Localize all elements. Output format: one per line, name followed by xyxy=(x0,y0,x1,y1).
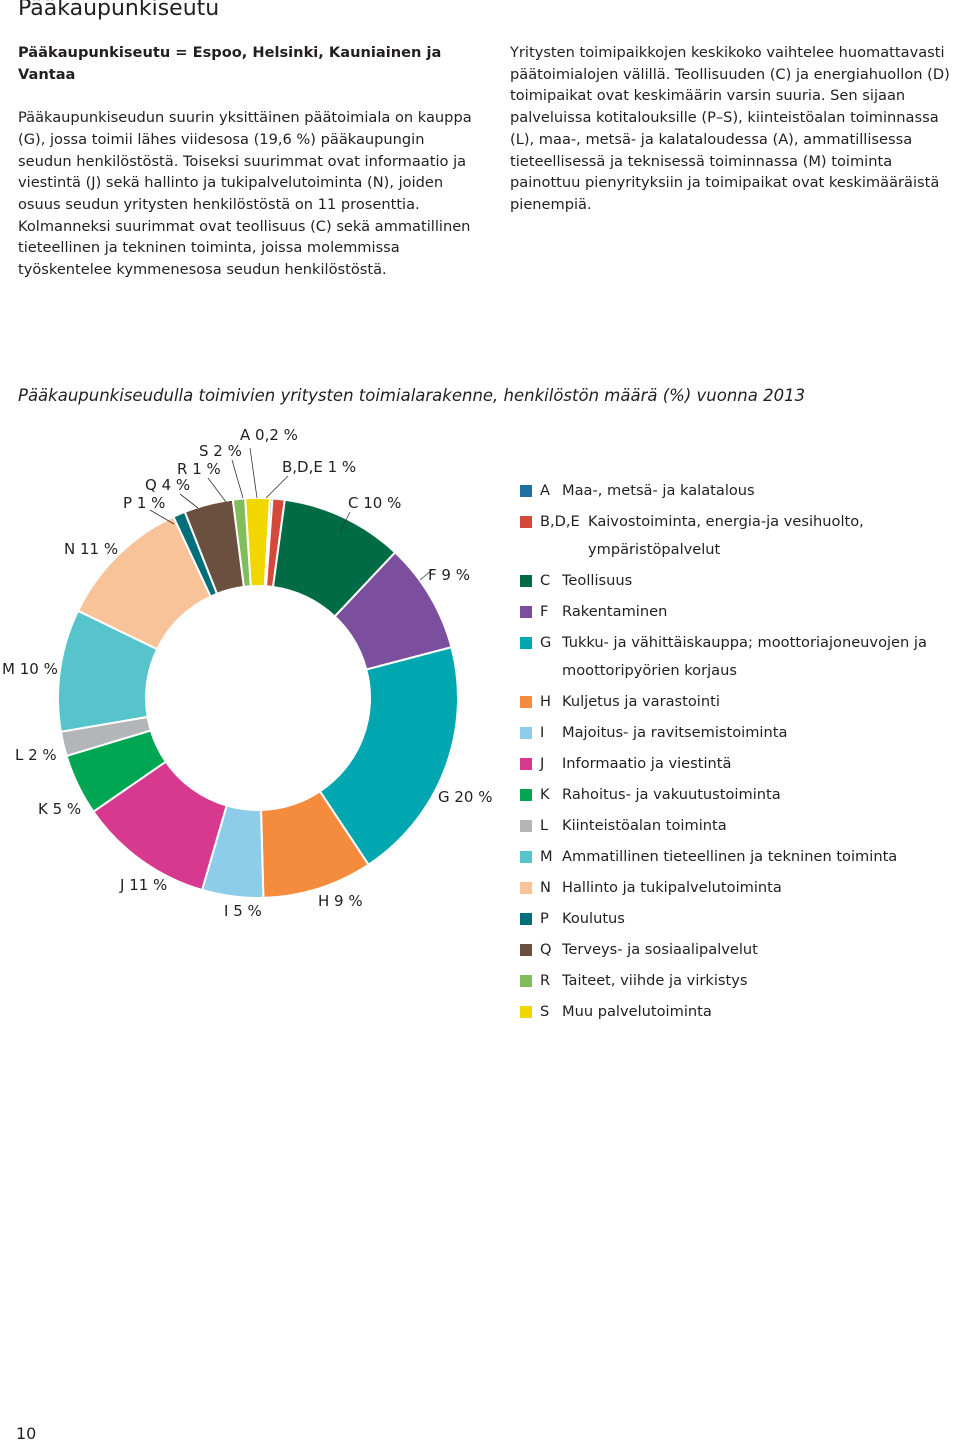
legend-item-s xyxy=(520,1001,950,1026)
slice-label-r: R 1 % xyxy=(177,460,221,478)
leader-line-s xyxy=(232,460,243,498)
legend-code: R xyxy=(540,972,551,989)
legend-swatch xyxy=(520,820,532,832)
legend-code: K xyxy=(540,786,550,803)
legend-text: Majoitus- ja ravitsemistoiminta xyxy=(562,724,788,741)
legend-code: B,D,E xyxy=(540,513,580,530)
page-title: Pääkaupunkiseutu xyxy=(18,0,220,21)
legend-code: P xyxy=(540,910,549,927)
slice-label-i: I 5 % xyxy=(224,902,262,920)
legend-text: Muu palvelutoiminta xyxy=(562,1003,712,1020)
slice-label-g: G 20 % xyxy=(438,788,493,806)
legend-item-n xyxy=(520,877,950,902)
donut-chart xyxy=(0,420,510,920)
slice-label-n: N 11 % xyxy=(64,540,119,558)
legend-text: Hallinto ja tukipalvelutoiminta xyxy=(562,879,782,896)
legend-text: Kaivostoiminta, energia-ja vesihuolto, ympäristöpalvelut xyxy=(588,513,864,558)
intro-column-right xyxy=(510,42,958,216)
legend-item-k xyxy=(520,784,950,809)
legend-item-a xyxy=(520,480,950,505)
slice-label-a: A 0,2 % xyxy=(240,426,298,444)
legend-text: Terveys- ja sosiaalipalvelut xyxy=(562,941,758,958)
legend-item-i xyxy=(520,722,950,747)
slice-label-l: L 2 % xyxy=(15,746,57,764)
leader-line-a xyxy=(250,448,257,498)
chart-title: Pääkaupunkiseudulla toimivien yritysten toimialarakenne, henkilöstön määrä (%) vuonna 2013 xyxy=(18,386,806,405)
leader-line-bde xyxy=(266,476,288,498)
legend-swatch xyxy=(520,851,532,863)
slice-label-bde: B,D,E 1 % xyxy=(282,458,357,476)
legend-item-q xyxy=(520,939,950,964)
legend-swatch xyxy=(520,637,532,649)
legend-item-c xyxy=(520,570,950,595)
slice-label-s: S 2 % xyxy=(199,442,242,460)
legend-swatch xyxy=(520,789,532,801)
leader-line-q xyxy=(180,494,198,508)
legend-item-j xyxy=(520,753,950,778)
slice-label-j: J 11 % xyxy=(120,876,168,894)
legend-item-f xyxy=(520,601,950,626)
legend-item-g xyxy=(520,632,950,685)
legend-swatch xyxy=(520,485,532,497)
legend-code: F xyxy=(540,603,549,620)
chart-legend xyxy=(520,480,950,1032)
legend-text: Koulutus xyxy=(562,910,625,927)
legend-swatch xyxy=(520,606,532,618)
legend-code: G xyxy=(540,634,552,651)
legend-swatch xyxy=(520,758,532,770)
legend-code: I xyxy=(540,724,545,741)
legend-text: Kiinteistöalan toiminta xyxy=(562,817,727,834)
legend-swatch xyxy=(520,727,532,739)
legend-text: Teollisuus xyxy=(562,572,633,589)
slice-label-f: F 9 % xyxy=(428,566,470,584)
legend-code: M xyxy=(540,848,553,865)
leader-line-r xyxy=(208,478,226,502)
slice-label-q: Q 4 % xyxy=(145,476,191,494)
legend-code: J xyxy=(540,755,545,772)
legend-item-m xyxy=(520,846,950,871)
legend-code: H xyxy=(540,693,551,710)
slice-label-m: M 10 % xyxy=(2,660,58,678)
legend-text: Kuljetus ja varastointi xyxy=(562,693,720,710)
legend-text: Ammatillinen tieteellinen ja tekninen toiminta xyxy=(562,848,898,865)
legend-swatch xyxy=(520,696,532,708)
legend-code: A xyxy=(540,482,550,499)
legend-text: Informaatio ja viestintä xyxy=(562,755,732,772)
legend-text: Tukku- ja vähittäiskauppa; moottoriajoneuvojen ja moottoripyörien korjaus xyxy=(562,634,927,679)
legend-item-l xyxy=(520,815,950,840)
legend-item-p xyxy=(520,908,950,933)
intro-body: Pääkaupunkiseudun suurin yksittäinen päätoimiala on kauppa (G), jossa toimii lähes viidesosa (19,6 %) pääkaupungin seudun henkilöstöstä. Toiseksi suurimmat ovat informaatio ja viestintä (J) sekä hallinto ja tukipalvelutoiminta (N), joiden osuus seudun yritysten henkilöstöstä on 11 prosenttia. Kolmanneksi suurimmat ovat teollisuus (C) sekä ammatillinen tieteellinen ja tekninen toiminta, joissa molemmissa työskentelee kymmenesosa seudun henkilöstöstä. xyxy=(18,109,472,279)
legend-swatch xyxy=(520,1006,532,1018)
legend-code: Q xyxy=(540,941,552,958)
legend-text: Taiteet, viihde ja virkistys xyxy=(562,972,748,989)
legend-code: C xyxy=(540,572,551,589)
legend-swatch xyxy=(520,882,532,894)
intro-lead: Pääkaupunkiseutu = Espoo, Helsinki, Kauniainen ja Vantaa xyxy=(18,44,442,83)
slice-label-k: K 5 % xyxy=(38,800,82,818)
legend-text: Rakentaminen xyxy=(562,603,668,620)
summary-body: Yritysten toimipaikkojen keskikoko vaihtelee huomattavasti päätoimialojen välillä. Teollisuuden (C) ja energiahuollon (D) toimipaikat ovat keskimäärin varsin suuria. Sen sijaan palveluissa kotitalouksille (P–S), kiinteistöalan toiminnassa (L), maa-, metsä- ja kalataloudessa (A), ammatillisessa tieteellisessä ja teknisessä toiminnassa (M) toiminta painottuu pienyrityksiin ja toimipaikat ovat keskimääräistä pienempiä. xyxy=(510,44,950,213)
legend-text: Rahoitus- ja vakuutustoiminta xyxy=(562,786,781,803)
slice-label-h: H 9 % xyxy=(318,892,363,910)
legend-swatch xyxy=(520,516,532,528)
legend-item-r xyxy=(520,970,950,995)
legend-code: N xyxy=(540,879,551,896)
slice-label-p: P 1 % xyxy=(123,494,166,512)
intro-column-left xyxy=(18,42,478,281)
slice-label-c: C 10 % xyxy=(348,494,402,512)
legend-swatch xyxy=(520,575,532,587)
legend-swatch xyxy=(520,944,532,956)
legend-item-bde xyxy=(520,511,950,564)
page-number: 10 xyxy=(16,1424,37,1443)
donut-slices xyxy=(58,498,458,898)
legend-code: S xyxy=(540,1003,550,1020)
legend-swatch xyxy=(520,975,532,987)
legend-code: L xyxy=(540,817,549,834)
legend-text: Maa-, metsä- ja kalatalous xyxy=(562,482,755,499)
legend-item-h xyxy=(520,691,950,716)
legend-swatch xyxy=(520,913,532,925)
